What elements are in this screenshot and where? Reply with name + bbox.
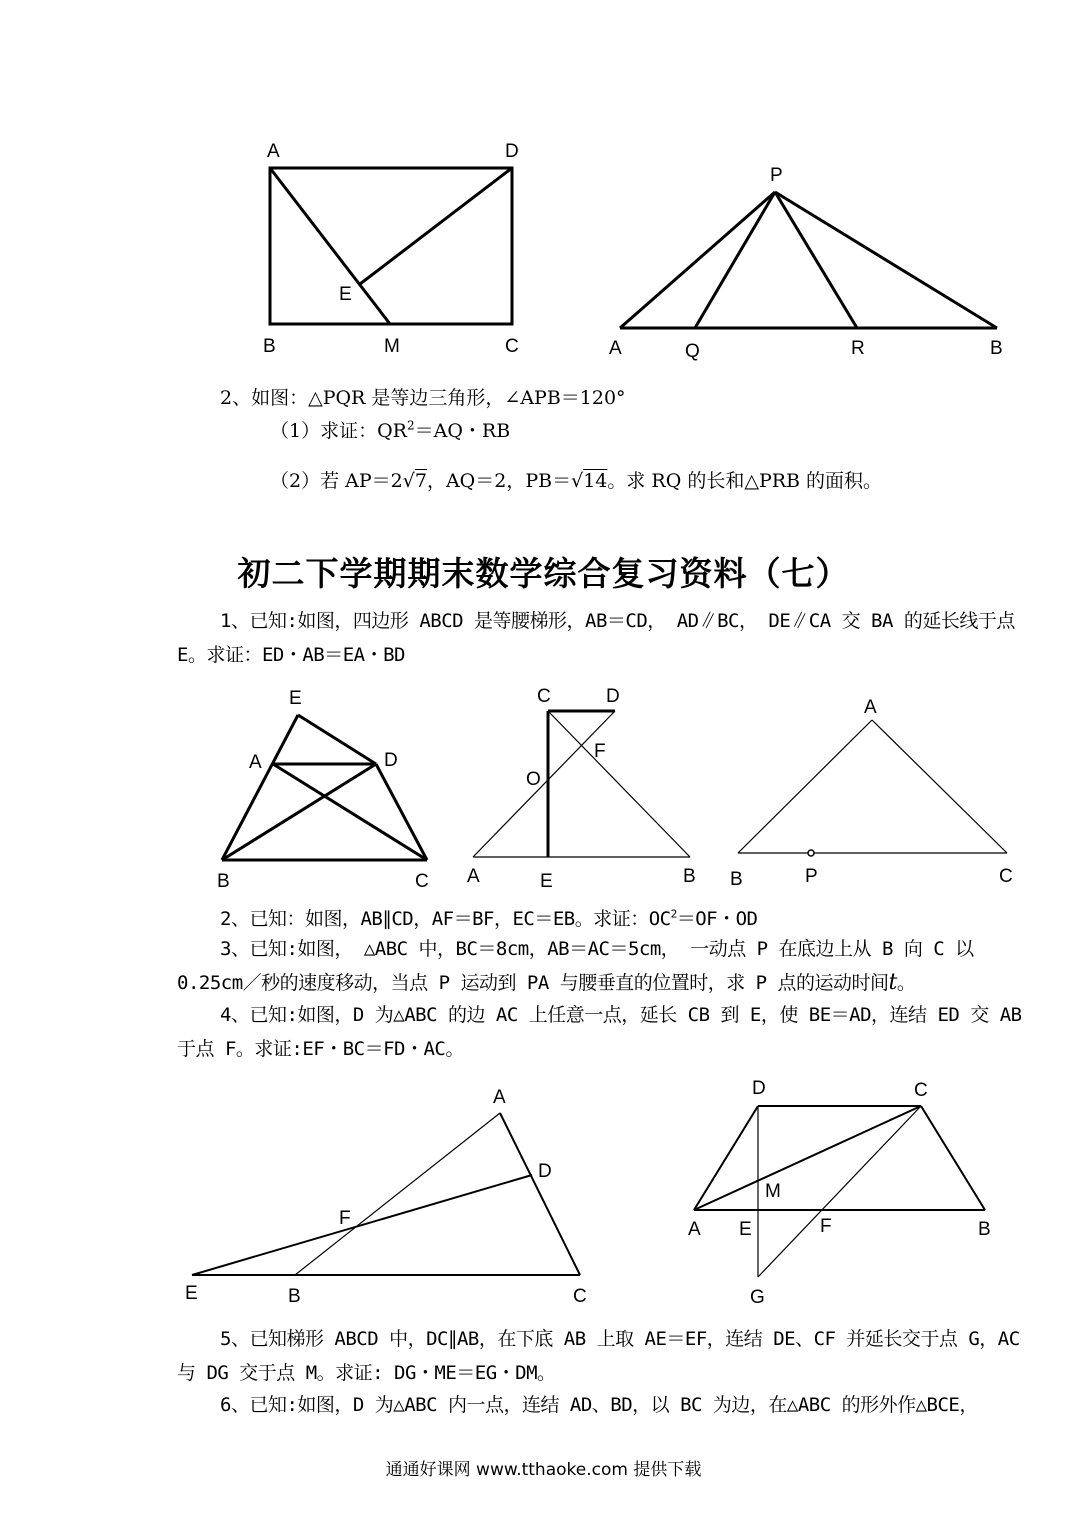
problem-2-superscript: 2: [670, 907, 677, 921]
problem-3-suffix: 。: [896, 972, 916, 994]
label-A: A: [267, 141, 280, 162]
figure-isosceles-triangle-abc: [720, 690, 1030, 895]
problem-2: [220, 904, 757, 931]
figure-ab-parallel-cd: [460, 680, 705, 895]
section-title: 初二下学期期末数学综合复习资料（七）: [237, 554, 850, 593]
label-C: C: [999, 866, 1013, 887]
problem-2-prefix: 2、已知：如图，AB∥CD，AF＝BF，EC＝EB。求证：OC: [220, 908, 671, 930]
label-C: C: [573, 1286, 587, 1307]
label-A: A: [864, 697, 877, 718]
label-B: B: [990, 338, 1003, 359]
label-B: B: [978, 1219, 991, 1240]
label-B: B: [263, 336, 276, 357]
label-A: A: [467, 866, 480, 887]
problem-6: 6、已知:如图，D 为△ABC 内一点，连结 AD、BD，以 BC 为边，在△ABC 的形外作△BCE，: [220, 1394, 978, 1416]
label-C: C: [415, 871, 429, 892]
label-P: P: [770, 165, 783, 186]
problem-3: [177, 932, 1037, 1000]
part2-a: （2）若 AP＝: [270, 470, 391, 492]
label-D: D: [752, 1078, 766, 1099]
problem-3-variable: t: [888, 970, 897, 995]
label-E: E: [185, 1283, 198, 1304]
label-B: B: [683, 866, 696, 887]
figure-triangle-efd: [180, 1080, 600, 1310]
label-F: F: [820, 1216, 832, 1237]
problem-2-statement: 2、如图：△PQR 是等边三角形，∠APB＝120°: [220, 387, 626, 409]
label-R: R: [851, 338, 865, 359]
label-M: M: [765, 1181, 781, 1202]
problem-2-suffix: ＝OF・OD: [676, 908, 758, 930]
part2-d: ，AQ＝2，PB＝: [426, 470, 572, 492]
part2-radicand-7: 7: [414, 470, 427, 492]
label-G: G: [750, 1287, 765, 1308]
label-A: A: [493, 1087, 506, 1108]
label-Q: Q: [685, 341, 700, 362]
problem-2-part1: [270, 416, 510, 443]
label-M: M: [384, 336, 400, 357]
part2-f: 。求 RQ 的长和△PRB 的面积。: [607, 470, 883, 492]
label-B: B: [730, 869, 743, 890]
problem-3-text: 3、已知:如图， △ABC 中，BC＝8cm，AB＝AC＝5cm， 一动点 P 在底边上从 B 向 C 以 0.25cm／秒的速度移动，当点 P 运动到 PA 与腰垂直的位置时，求 P 点的运动时间: [177, 938, 974, 994]
label-D: D: [538, 1161, 552, 1182]
part1-superscript: 2: [406, 418, 415, 433]
figure-trapezoid-abcd: [680, 1070, 1010, 1310]
label-C: C: [537, 686, 551, 707]
problem-4: 4、已知:如图，D 为△ABC 的边 AC 上任意一点，延长 CB 到 E，使 BE＝AD，连结 ED 交 AB 于点 F。求证:EF・BC＝FD・AC。: [177, 1004, 1022, 1060]
part1-suffix: ＝AQ・RB: [414, 420, 511, 442]
label-P: P: [805, 866, 818, 887]
part2-radicand-14: 14: [583, 470, 608, 492]
footer: 通通好课网 www.tthaoke.com 提供下载: [385, 1460, 702, 1480]
label-O: O: [526, 769, 541, 790]
label-C: C: [914, 1080, 928, 1101]
problem-5: 5、已知梯形 ABCD 中，DC∥AB，在下底 AB 上取 AE＝EF，连结 DE、CF 并延长交于点 G，AC 与 DG 交于点 M。求证: DG・ME＝EG・DM。: [177, 1328, 1020, 1384]
label-B: B: [288, 1286, 301, 1307]
label-C: C: [505, 336, 519, 357]
part2-coef: 2: [390, 470, 403, 492]
label-D: D: [606, 686, 620, 707]
problem-2-part2: [270, 466, 882, 493]
figure-isosceles-trapezoid: [210, 680, 440, 895]
label-E: E: [339, 284, 352, 305]
label-A: A: [249, 752, 262, 773]
label-F: F: [339, 1208, 351, 1229]
label-E: E: [739, 1219, 752, 1240]
label-D: D: [505, 141, 519, 162]
label-E: E: [289, 688, 302, 709]
label-A: A: [609, 338, 622, 359]
label-E: E: [540, 871, 553, 892]
label-B: B: [217, 871, 230, 892]
label-F: F: [594, 741, 606, 762]
sqrt-icon: √: [571, 470, 584, 492]
label-A: A: [688, 1219, 701, 1240]
part1-prefix: （1）求证：QR: [270, 420, 407, 442]
problem-1: 1、已知:如图，四边形 ABCD 是等腰梯形，AB＝CD， AD∥BC， DE∥CA 交 BA 的延长线于点 E。求证：ED・AB＝EA・BD: [177, 610, 1015, 666]
figure-triangle-pqr: [600, 155, 1020, 370]
label-D: D: [384, 750, 398, 771]
sqrt-icon: √: [402, 470, 415, 492]
figure-rectangle-abcd: [250, 135, 540, 365]
